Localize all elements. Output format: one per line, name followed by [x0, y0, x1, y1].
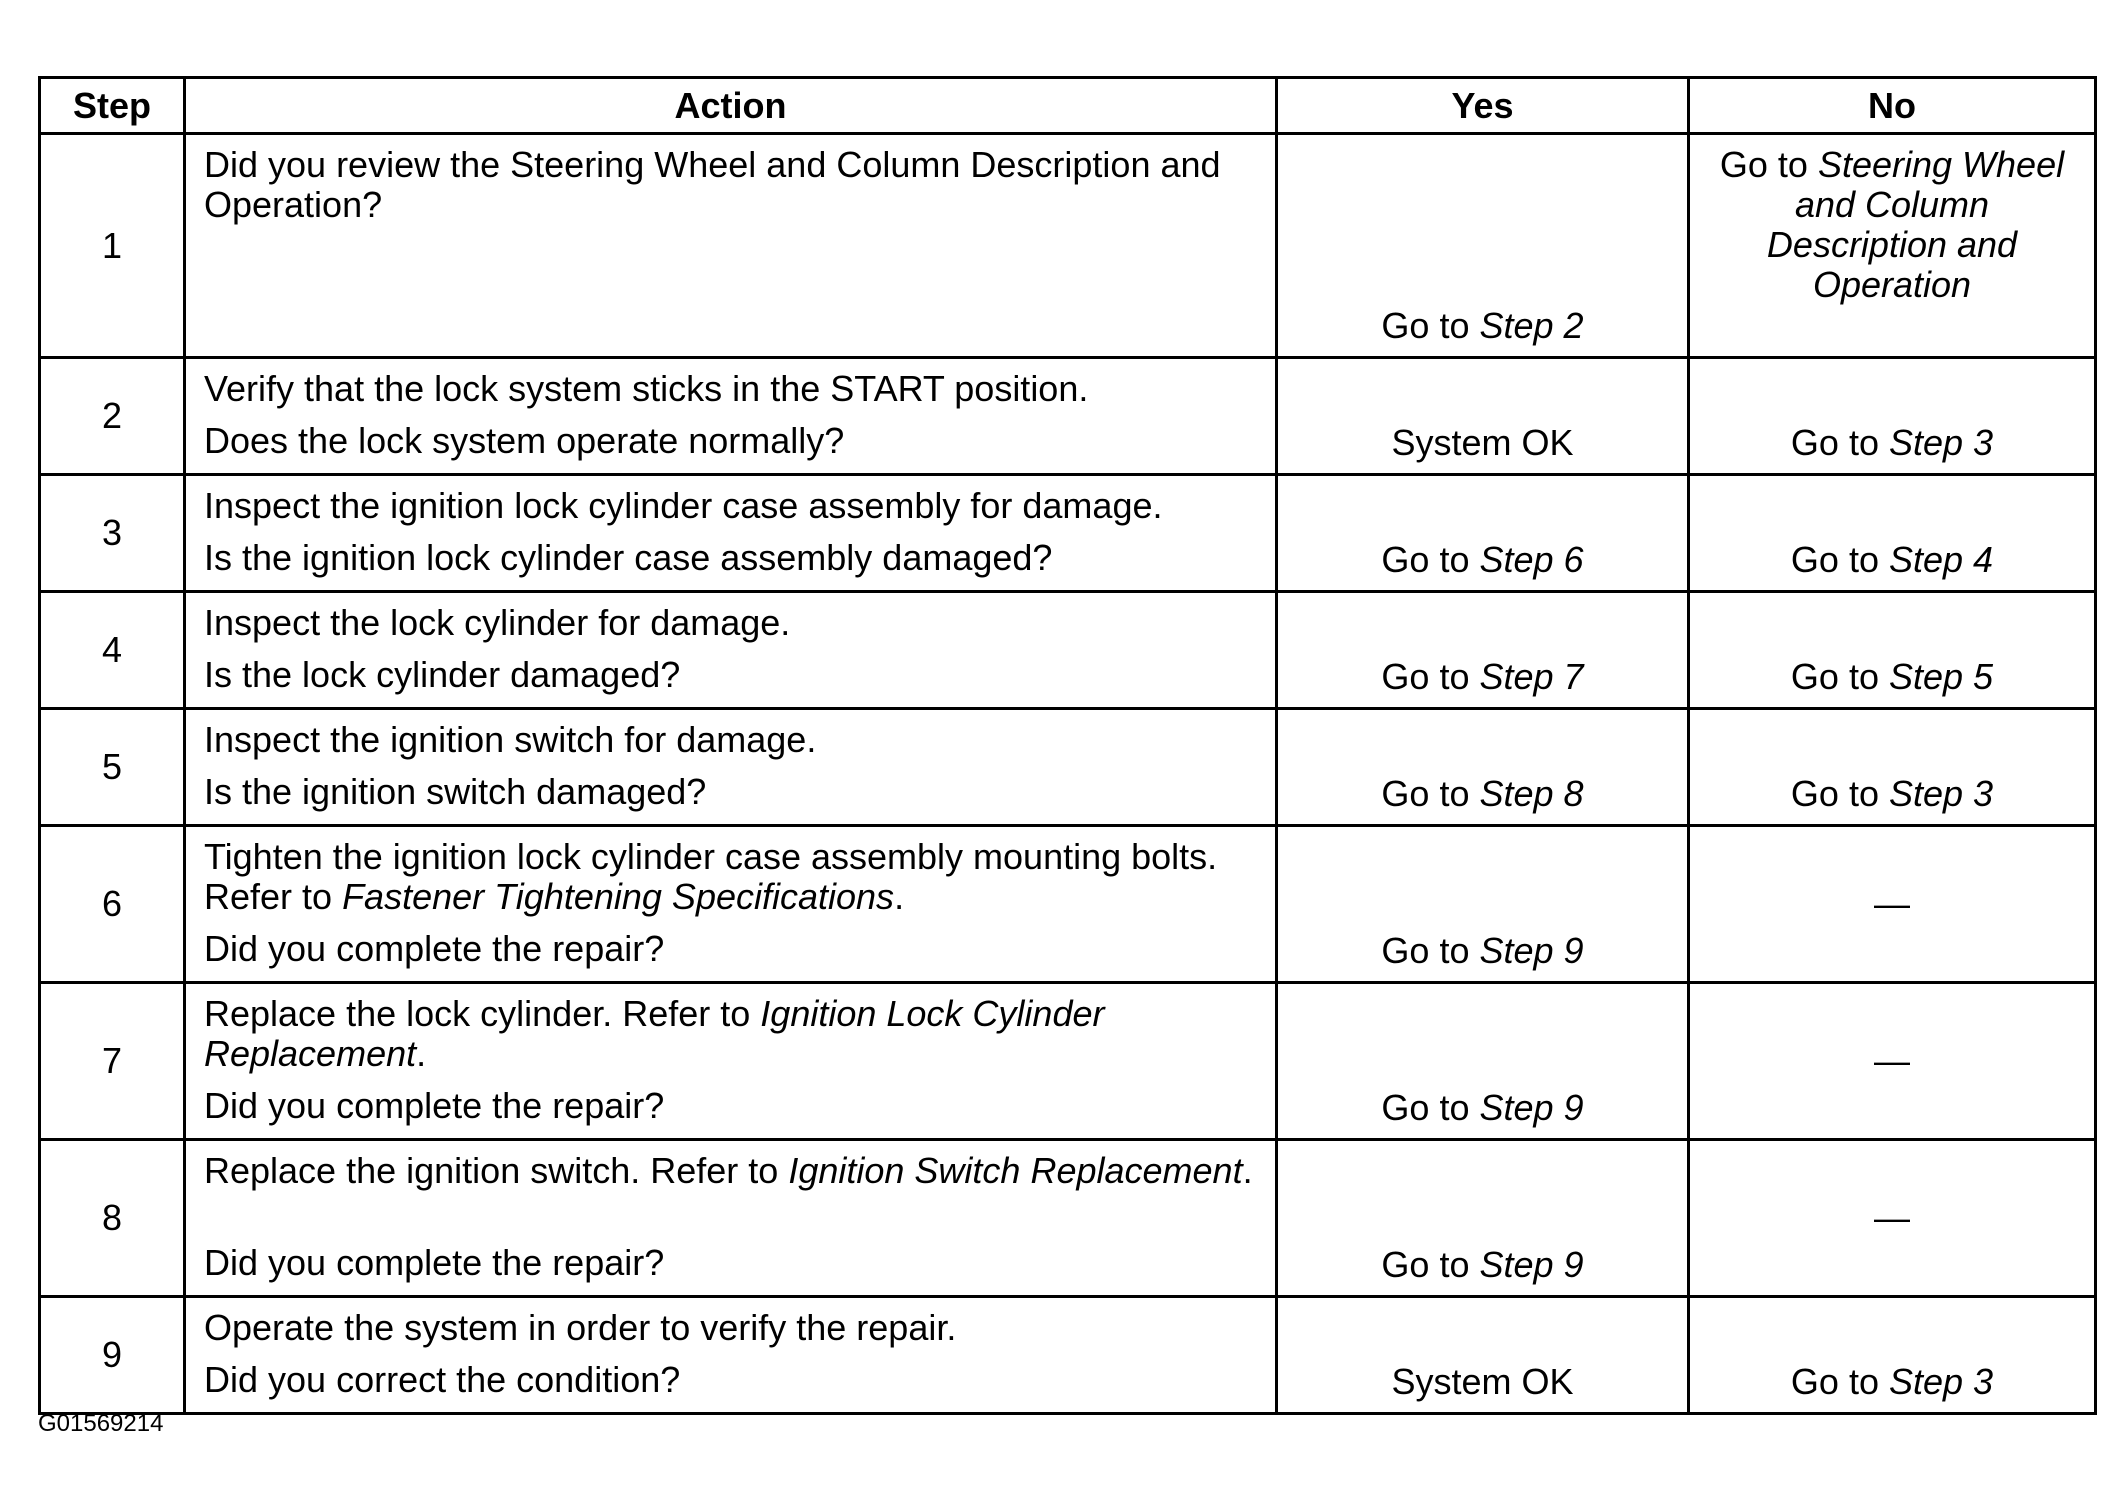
no-step-link[interactable]: Step 3 — [1888, 422, 1994, 463]
yes-prefix: Go to — [1381, 305, 1480, 346]
action-text: Inspect the ignition switch for damage. — [204, 719, 817, 760]
header-step: Step — [40, 78, 185, 134]
action-cell — [185, 475, 1277, 592]
action-instruction: Replace the lock cylinder. — [204, 993, 613, 1034]
table-row — [40, 826, 2096, 983]
action-cell — [185, 358, 1277, 475]
yes-prefix: Go to — [1381, 1087, 1480, 1128]
reference-link[interactable]: Ignition Lock Cylinder Replacement — [204, 993, 1105, 1074]
table-row — [40, 592, 2096, 709]
no-prefix: Go to — [1719, 144, 1818, 185]
yes-step-link[interactable]: Step 9 — [1479, 1087, 1584, 1128]
no-step-link[interactable]: Step 3 — [1888, 1361, 1994, 1402]
action-text — [204, 1151, 1259, 1191]
step-number: 7 — [40, 983, 185, 1140]
no-prefix: Go to — [1790, 1361, 1889, 1402]
no-reference-link[interactable]: Steering Wheel and Column Description and Operation — [1766, 144, 2065, 305]
yes-prefix: Go to — [1381, 773, 1480, 814]
yes-step-link[interactable]: Step 2 — [1479, 305, 1584, 346]
no-prefix: Go to — [1790, 422, 1889, 463]
no-dash: — — [1874, 1197, 1910, 1238]
no-cell — [1689, 709, 2096, 826]
action-question: Does the lock system operate normally? — [204, 420, 845, 461]
action-text: Verify that the lock system sticks in the START position. — [204, 368, 1089, 409]
yes-cell — [1277, 1140, 1689, 1297]
action-text: Operation? — [204, 184, 383, 225]
yes-cell — [1277, 475, 1689, 592]
no-cell — [1689, 134, 2096, 358]
reference-suffix: . — [1242, 1150, 1253, 1191]
table-row — [40, 134, 2096, 358]
no-prefix: Go to — [1790, 773, 1889, 814]
action-cell — [185, 1297, 1277, 1414]
action-cell — [185, 134, 1277, 358]
step-number: 9 — [40, 1297, 185, 1414]
diagnostic-table — [38, 76, 2097, 1415]
yes-step-link[interactable]: Step 9 — [1479, 930, 1584, 971]
step-number: 4 — [40, 592, 185, 709]
yes-prefix: Go to — [1381, 539, 1480, 580]
no-cell — [1689, 1297, 2096, 1414]
table-row — [40, 709, 2096, 826]
action-text: Inspect the lock cylinder for damage. — [204, 602, 791, 643]
no-cell — [1689, 983, 2096, 1140]
step-number: 6 — [40, 826, 185, 983]
action-question: Is the ignition switch damaged? — [204, 771, 707, 812]
yes-step-link[interactable]: Step 8 — [1479, 773, 1584, 814]
yes-result: System OK — [1391, 422, 1574, 463]
no-cell — [1689, 475, 2096, 592]
yes-result: System OK — [1391, 1361, 1574, 1402]
yes-prefix: Go to — [1381, 930, 1480, 971]
action-cell — [185, 983, 1277, 1140]
table-row — [40, 1140, 2096, 1297]
no-dash: — — [1874, 883, 1910, 924]
action-question: Did you complete the repair? — [204, 1085, 665, 1126]
table-row — [40, 358, 2096, 475]
yes-cell — [1277, 134, 1689, 358]
yes-cell — [1277, 826, 1689, 983]
action-cell — [185, 709, 1277, 826]
table-header-row — [40, 78, 2096, 134]
reference-link[interactable]: Ignition Switch Replacement — [788, 1150, 1243, 1191]
action-cell — [185, 592, 1277, 709]
action-question: Did you correct the condition? — [204, 1359, 681, 1400]
action-cell — [185, 826, 1277, 983]
yes-prefix: Go to — [1381, 656, 1480, 697]
no-prefix: Go to — [1790, 539, 1889, 580]
yes-step-link[interactable]: Step 9 — [1479, 1244, 1584, 1285]
yes-step-link[interactable]: Step 7 — [1479, 656, 1584, 697]
table-row — [40, 1297, 2096, 1414]
action-text: Inspect the ignition lock cylinder case assembly for damage. — [204, 485, 1163, 526]
no-cell — [1689, 358, 2096, 475]
action-question: Is the ignition lock cylinder case assembly damaged? — [204, 537, 1053, 578]
yes-cell — [1277, 358, 1689, 475]
yes-cell — [1277, 709, 1689, 826]
table-row — [40, 475, 2096, 592]
yes-prefix: Go to — [1381, 1244, 1480, 1285]
refer-prefix: Refer to — [622, 993, 761, 1034]
step-number: 1 — [40, 134, 185, 358]
header-no: No — [1689, 78, 2096, 134]
action-text: Operate the system in order to verify the repair. — [204, 1307, 957, 1348]
header-yes: Yes — [1277, 78, 1689, 134]
reference-link[interactable]: Fastener Tightening Specifications — [342, 876, 895, 917]
step-number: 8 — [40, 1140, 185, 1297]
refer-prefix: Refer to — [650, 1150, 789, 1191]
action-instruction: Replace the ignition switch. — [204, 1150, 641, 1191]
no-step-link[interactable]: Step 3 — [1888, 773, 1994, 814]
table-row — [40, 983, 2096, 1140]
no-cell — [1689, 592, 2096, 709]
step-number: 3 — [40, 475, 185, 592]
figure-id: G01569214 — [38, 1410, 164, 1437]
yes-cell — [1277, 592, 1689, 709]
action-text: Did you review the Steering Wheel and Column Description and — [204, 144, 1221, 185]
action-question: Did you complete the repair? — [204, 928, 665, 969]
no-cell — [1689, 826, 2096, 983]
yes-cell — [1277, 983, 1689, 1140]
no-prefix: Go to — [1790, 656, 1889, 697]
action-cell — [185, 1140, 1277, 1297]
reference-suffix: . — [894, 876, 905, 917]
no-step-link[interactable]: Step 4 — [1888, 539, 1994, 580]
action-question: Is the lock cylinder damaged? — [204, 654, 681, 695]
step-number: 2 — [40, 358, 185, 475]
refer-prefix: Refer to — [204, 876, 343, 917]
no-cell — [1689, 1140, 2096, 1297]
action-text — [204, 837, 1259, 917]
yes-cell — [1277, 1297, 1689, 1414]
step-number: 5 — [40, 709, 185, 826]
action-text — [204, 994, 1259, 1074]
header-action: Action — [185, 78, 1277, 134]
action-instruction: Tighten the ignition lock cylinder case assembly mounting bolts. — [204, 836, 1218, 877]
no-dash: — — [1874, 1040, 1910, 1081]
action-question: Did you complete the repair? — [204, 1242, 665, 1283]
yes-step-link[interactable]: Step 6 — [1479, 539, 1584, 580]
no-step-link[interactable]: Step 5 — [1888, 656, 1994, 697]
reference-suffix: . — [416, 1033, 427, 1074]
